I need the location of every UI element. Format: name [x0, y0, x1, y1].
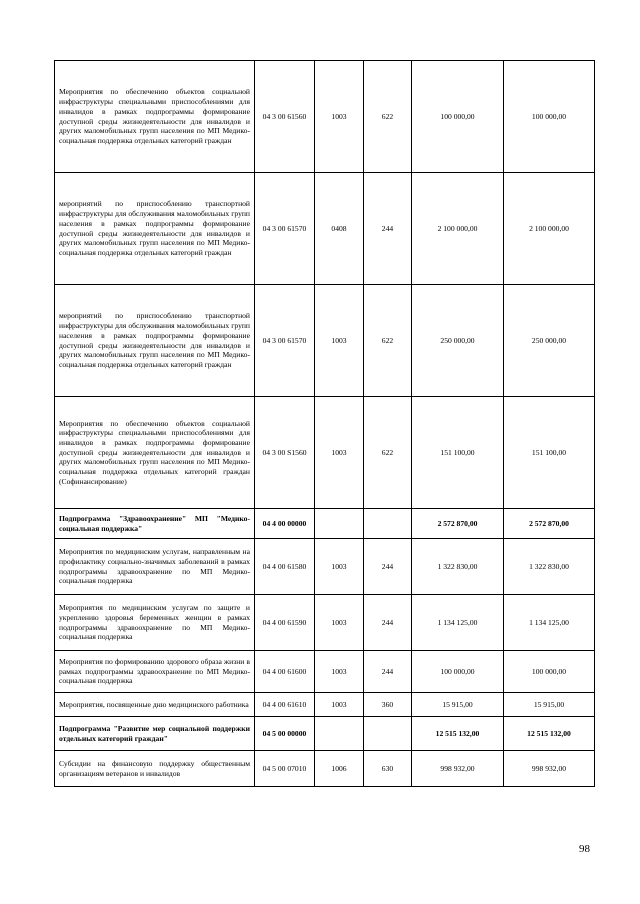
row-expense-type — [364, 509, 412, 539]
row-sum-year-2: 1 322 830,00 — [504, 539, 595, 595]
row-sum-year-1: 1 322 830,00 — [412, 539, 504, 595]
row-expense-type: 244 — [364, 173, 412, 285]
row-csr-code: 04 3 00 61560 — [255, 61, 315, 173]
row-expense-type: 360 — [364, 693, 412, 717]
table-row — [55, 693, 595, 717]
row-sum-year-2: 15 915,00 — [504, 693, 595, 717]
row-sum-year-2: 2 572 870,00 — [504, 509, 595, 539]
row-sum-year-1: 998 932,00 — [412, 751, 504, 787]
row-csr-code: 04 3 00 61570 — [255, 173, 315, 285]
row-expense-type: 622 — [364, 397, 412, 509]
table-row — [55, 595, 595, 651]
row-sum-year-2: 100 000,00 — [504, 61, 595, 173]
row-sum-year-2: 998 932,00 — [504, 751, 595, 787]
row-csr-code: 04 4 00 61580 — [255, 539, 315, 595]
budget-table — [54, 60, 595, 787]
row-name: мероприятий по приспособлению транспортной инфраструктуры для обслуживания маломобильных групп населения в рамках подпрограммы формирование доступной среды жизнедеятельности для инвалидов и других маломобильных групп населения по МП Медико-социальная поддержка отдельных категорий граждан — [55, 173, 255, 285]
row-sum-year-2: 151 100,00 — [504, 397, 595, 509]
row-sum-year-1: 100 000,00 — [412, 651, 504, 693]
row-section-code: 1003 — [315, 539, 364, 595]
row-name: Подпрограмма "Развитие мер социальной поддержки отдельных категорий граждан" — [55, 717, 255, 751]
row-sum-year-2: 1 134 125,00 — [504, 595, 595, 651]
row-sum-year-2: 100 000,00 — [504, 651, 595, 693]
row-name: Мероприятия, посвященные дню медицинского работника — [55, 693, 255, 717]
row-section-code: 0408 — [315, 173, 364, 285]
row-sum-year-1: 2 572 870,00 — [412, 509, 504, 539]
row-sum-year-1: 100 000,00 — [412, 61, 504, 173]
row-sum-year-2: 12 515 132,00 — [504, 717, 595, 751]
row-expense-type: 622 — [364, 61, 412, 173]
table-row — [55, 717, 595, 751]
row-expense-type: 630 — [364, 751, 412, 787]
row-csr-code: 04 5 00 00000 — [255, 717, 315, 751]
row-name: Мероприятия по медицинским услугам по защите и укреплению здоровья беременных женщин в рамках подпрограммы здравоохранение по МП Медико-социальная поддержка — [55, 595, 255, 651]
row-sum-year-1: 151 100,00 — [412, 397, 504, 509]
row-section-code: 1003 — [315, 61, 364, 173]
row-csr-code: 04 4 00 61610 — [255, 693, 315, 717]
row-sum-year-1: 2 100 000,00 — [412, 173, 504, 285]
table-body — [55, 61, 595, 787]
row-sum-year-1: 12 515 132,00 — [412, 717, 504, 751]
row-expense-type: 244 — [364, 539, 412, 595]
table-row — [55, 539, 595, 595]
table-row — [55, 285, 595, 397]
table-row — [55, 751, 595, 787]
row-name: Мероприятия по обеспечению объектов социальной инфраструктуры специальными приспособлениями для инвалидов в рамках подпрограммы формирование доступной среды жизнедеятельности для инвалидов и других маломобильных групп населения по МП Медико-социальная поддержка отдельных категорий граждан (Софинансирование) — [55, 397, 255, 509]
page-number: 98 — [579, 843, 590, 855]
row-name: Подпрограмма "Здравоохранение" МП "Медико-социальная поддержка" — [55, 509, 255, 539]
table-row — [55, 509, 595, 539]
row-section-code — [315, 509, 364, 539]
row-expense-type: 244 — [364, 651, 412, 693]
row-expense-type — [364, 717, 412, 751]
row-sum-year-1: 1 134 125,00 — [412, 595, 504, 651]
table-row — [55, 173, 595, 285]
row-csr-code: 04 3 00 S1560 — [255, 397, 315, 509]
row-csr-code: 04 3 00 61570 — [255, 285, 315, 397]
row-sum-year-2: 250 000,00 — [504, 285, 595, 397]
row-name: Мероприятия по обеспечению объектов социальной инфраструктуры специальными приспособлениями для инвалидов в рамках подпрограммы формирование доступной среды жизнедеятельности для инвалидов и других маломобильных групп населения по МП Медико-социальная поддержка отдельных категорий граждан — [55, 61, 255, 173]
row-sum-year-1: 15 915,00 — [412, 693, 504, 717]
row-section-code: 1003 — [315, 397, 364, 509]
table-row — [55, 397, 595, 509]
row-csr-code: 04 4 00 61600 — [255, 651, 315, 693]
row-name: Мероприятия по медицинским услугам, направленным на профилактику социально-значимых заболеваний в рамках подпрограммы здравоохранение по МП Медико-социальная поддержка — [55, 539, 255, 595]
row-section-code — [315, 717, 364, 751]
row-csr-code: 04 5 00 07010 — [255, 751, 315, 787]
row-expense-type: 244 — [364, 595, 412, 651]
table-row — [55, 61, 595, 173]
row-expense-type: 622 — [364, 285, 412, 397]
row-section-code: 1003 — [315, 595, 364, 651]
row-name: Субсидии на финансовую поддержку общественным организациям ветеранов и инвалидов — [55, 751, 255, 787]
row-section-code: 1003 — [315, 285, 364, 397]
row-name: Мероприятия по формированию здорового образа жизни в рамках подпрограммы здравоохранение по МП Медико-социальная поддержка — [55, 651, 255, 693]
row-section-code: 1003 — [315, 651, 364, 693]
table-row — [55, 651, 595, 693]
row-csr-code: 04 4 00 61590 — [255, 595, 315, 651]
row-section-code: 1003 — [315, 693, 364, 717]
row-sum-year-2: 2 100 000,00 — [504, 173, 595, 285]
row-csr-code: 04 4 00 00000 — [255, 509, 315, 539]
row-sum-year-1: 250 000,00 — [412, 285, 504, 397]
row-name: мероприятий по приспособлению транспортной инфраструктуры для обслуживания маломобильных групп населения в рамках подпрограммы формирование доступной среды жизнедеятельности для инвалидов и других маломобильных групп населения по МП Медико-социальная поддержка отдельных категорий граждан — [55, 285, 255, 397]
row-section-code: 1006 — [315, 751, 364, 787]
